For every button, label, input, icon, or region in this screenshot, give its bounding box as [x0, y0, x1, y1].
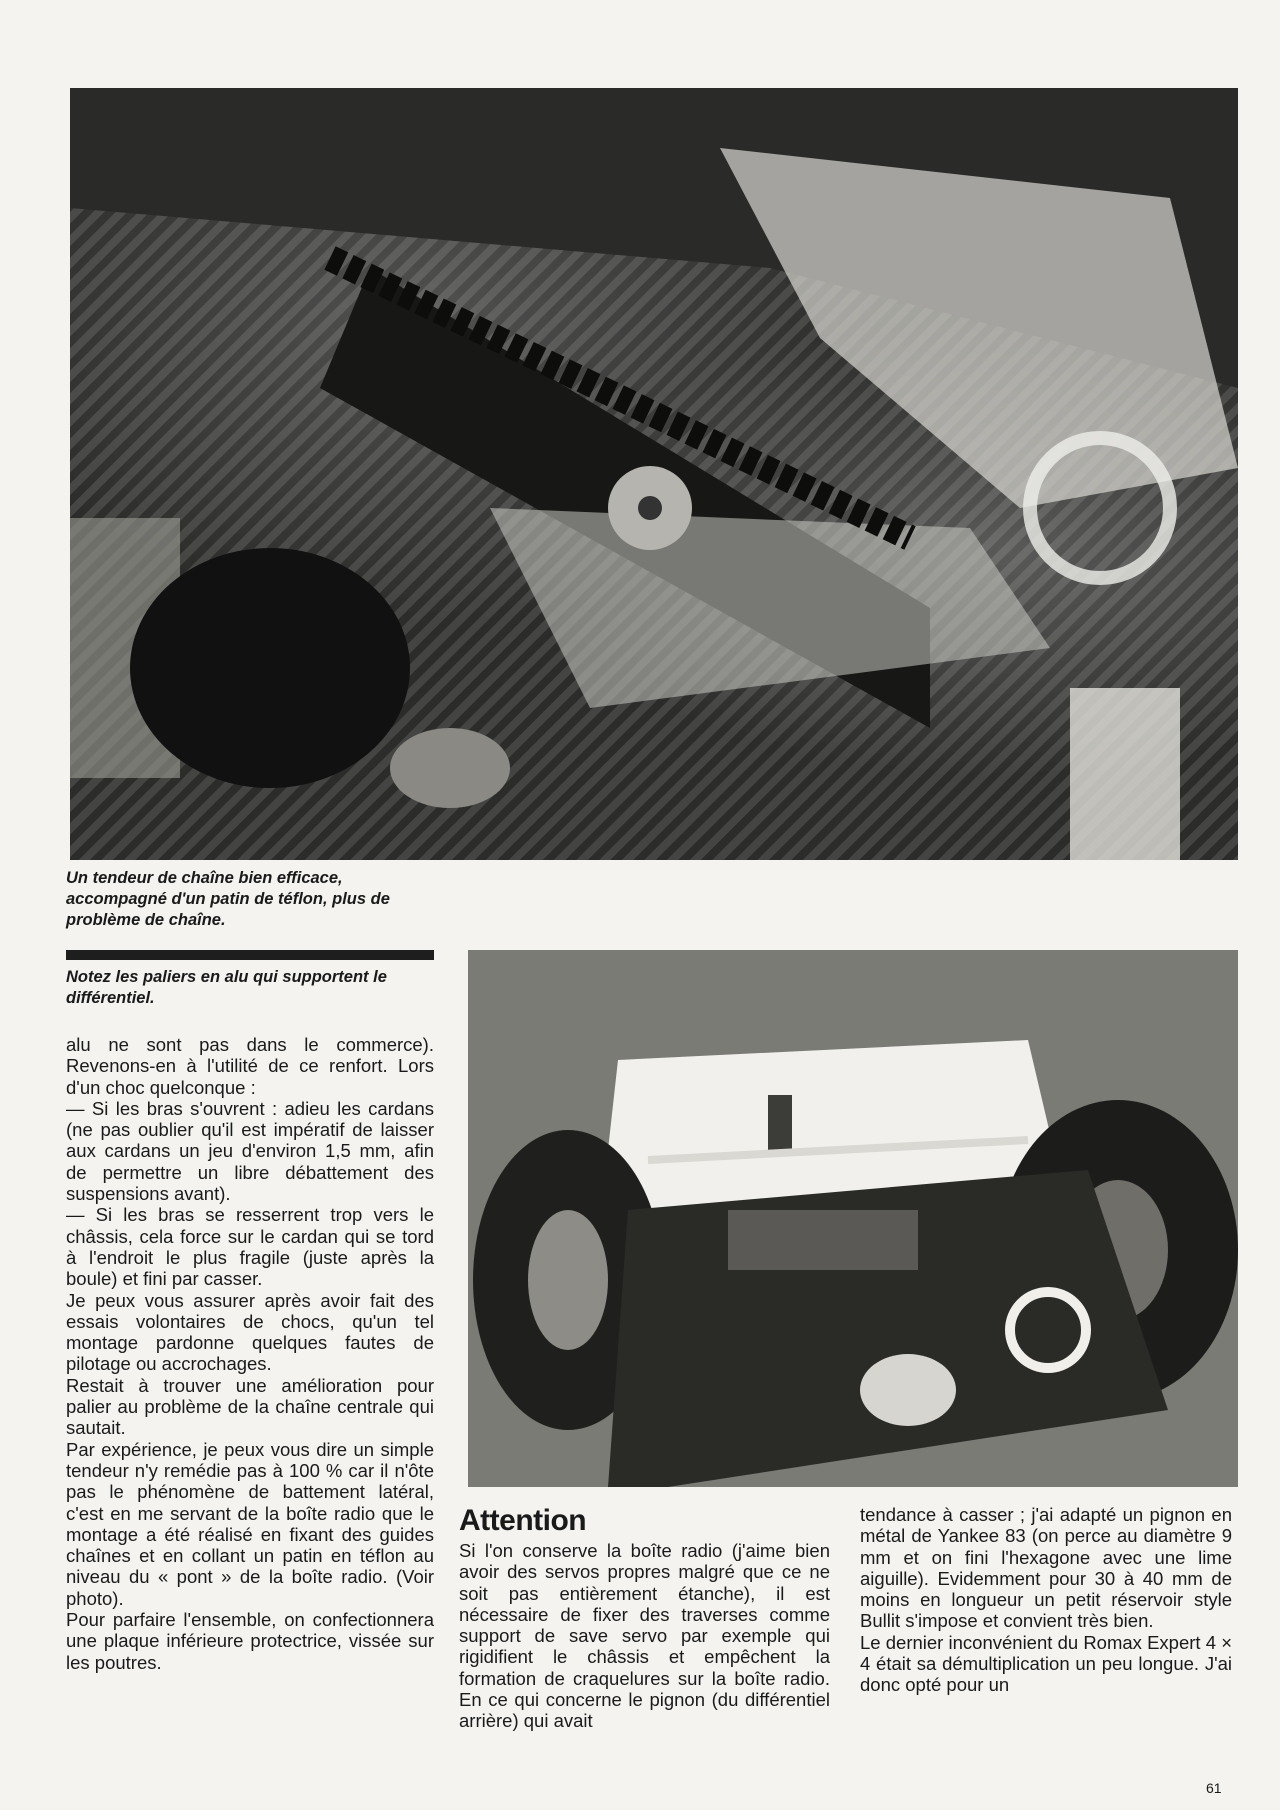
paragraph: — Si les bras s'ouvrent : adieu les cardans (ne pas oublier qu'il est impératif de laisser aux cardans un jeu d'environ 1,5 mm, afin de permettre un libre débattement des suspensions avant).	[66, 1097, 434, 1205]
paragraph: Restait à trouver une amélioration pour palier au problème de la chaîne centrale qui sautait.	[66, 1374, 434, 1439]
paragraph: alu ne sont pas dans le commerce). Revenons-en à l'utilité de ce renfort. Lors d'un choc quelconque :	[66, 1034, 434, 1098]
left-text-column	[66, 1034, 434, 1673]
paragraph: Je peux vous assurer après avoir fait des essais volontaires de chocs, qu'un tel montage pardonne quelques fautes de pilotage ou accrochages.	[66, 1289, 434, 1375]
paragraph: Par expérience, je peux vous dire un simple tendeur n'y remédie pas à 100 % car il n'ôte pas le phénomène de battement latéral, c'est en me servant de la boîte radio que le montage a été réalisé en fixant des guides chaînes et en collant un patin en téflon au niveau du « pont » de la boîte radio. (Voir photo).	[66, 1438, 434, 1609]
caption-chain-tensioner: Un tendeur de chaîne bien efficace, accompagné d'un patin de téflon, plus de problème de chaîne.	[66, 869, 390, 929]
paragraph: Si l'on conserve la boîte radio (j'aime bien avoir des servos propres malgré que ce ne soit pas entièrement étanche), il est nécessaire de fixer des traverses comme support de save servo par exemple qui rigidifient le châssis et empêchent la formation de craquelures sur la boîte radio. En ce qui concerne le pignon (du différentiel arrière) qui avait	[459, 1540, 830, 1732]
paragraph: tendance à casser ; j'ai adapté un pignon en métal de Yankee 83 (on perce au diamètre 9 mm et on fini l'hexagone avec une lime aiguille). Evidemment pour 30 à 40 mm de moins en longueur un petit réservoir style Bullit s'impose et convient très bien.	[860, 1504, 1232, 1632]
caption-divider-bar	[66, 950, 434, 960]
right-text-column	[860, 1504, 1232, 1696]
photo-chain-tensioner	[70, 88, 1238, 860]
page-number: 61	[1206, 1780, 1222, 1796]
photo-buggy-chassis	[468, 950, 1238, 1487]
section-heading-attention: Attention	[459, 1504, 587, 1537]
middle-text-column	[459, 1505, 830, 1732]
caption-aluminium-bearings: Notez les paliers en alu qui supportent le différentiel.	[66, 968, 387, 1007]
paragraph: Pour parfaire l'ensemble, on confectionnera une plaque inférieure protectrice, vissée sur les poutres.	[66, 1609, 434, 1673]
paragraph: — Si les bras se resserrent trop vers le châssis, cela force sur le cardan qui se tord à l'endroit le plus fragile (juste après la boule) et fini par casser.	[66, 1204, 434, 1290]
paragraph: Le dernier inconvénient du Romax Expert 4 × 4 était sa démultiplication un peu longue. J'ai donc opté pour un	[860, 1631, 1232, 1696]
